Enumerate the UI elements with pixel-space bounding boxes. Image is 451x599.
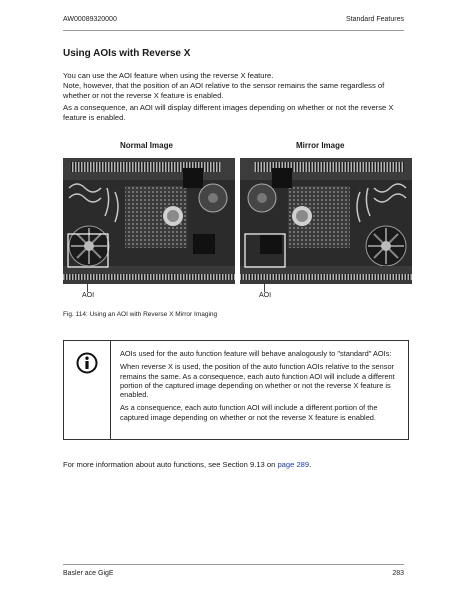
section-name: Standard Features: [346, 16, 404, 23]
intro-line-1: You can use the AOI feature when using the reverse X feature.: [63, 71, 274, 80]
more-info-line: [63, 460, 311, 469]
more-info-suffix: .: [309, 460, 312, 469]
header-rule: [63, 30, 404, 31]
aoi-pointer-mirror: [264, 284, 265, 292]
intro-paragraph: [63, 71, 408, 101]
aoi-pointer-normal: [87, 284, 88, 292]
footer-rule: [63, 564, 404, 565]
note-text: [120, 349, 404, 426]
page-header: [63, 16, 404, 28]
page-link[interactable]: page 289: [277, 460, 310, 469]
note-para-3: As a consequence, each auto function AOI will include a different portion of the captured image depending on whether or not the reverse X feature is enabled.: [120, 403, 378, 422]
figure-caption: Fig. 114: Using an AOI with Reverse X Mirror Imaging: [63, 311, 218, 318]
note-para-2: When reverse X is used, the position of the auto function AOIs relative to the sensor remains the same. As a consequence, each auto function AOI will include a different portion of the captured image depending on whether or not the reverse X feature is enabled.: [120, 362, 395, 400]
intro-line-2: Note, however, that the position of an AOI relative to the sensor remains the same regardless of whether or not the reverse X feature is enabled.: [63, 81, 385, 100]
more-info-text: For more information about auto functions, see Section 9.13 on: [63, 460, 278, 469]
info-note-box: [63, 340, 409, 440]
aoi-label-normal: AOI: [82, 292, 95, 299]
section-title: Using AOIs with Reverse X: [63, 48, 191, 59]
normal-image-title: Normal Image: [120, 141, 173, 150]
product-name: Basler ace GigE: [63, 570, 114, 577]
mirror-image-title: Mirror Image: [296, 141, 345, 150]
info-circle-icon: [76, 352, 98, 374]
doc-id: AW00089320000: [63, 16, 117, 23]
consequence-paragraph: As a consequence, an AOI will display different images depending on whether or not the reverse X feature is enabled.: [63, 103, 394, 122]
page-number: 283: [392, 570, 404, 577]
note-para-1: AOIs used for the auto function feature will behave analogously to "standard" AOIs:: [120, 349, 392, 358]
mirror-image: [240, 158, 412, 284]
note-icon-cell: [64, 341, 111, 439]
normal-image: [63, 158, 235, 284]
aoi-label-mirror: AOI: [259, 292, 272, 299]
